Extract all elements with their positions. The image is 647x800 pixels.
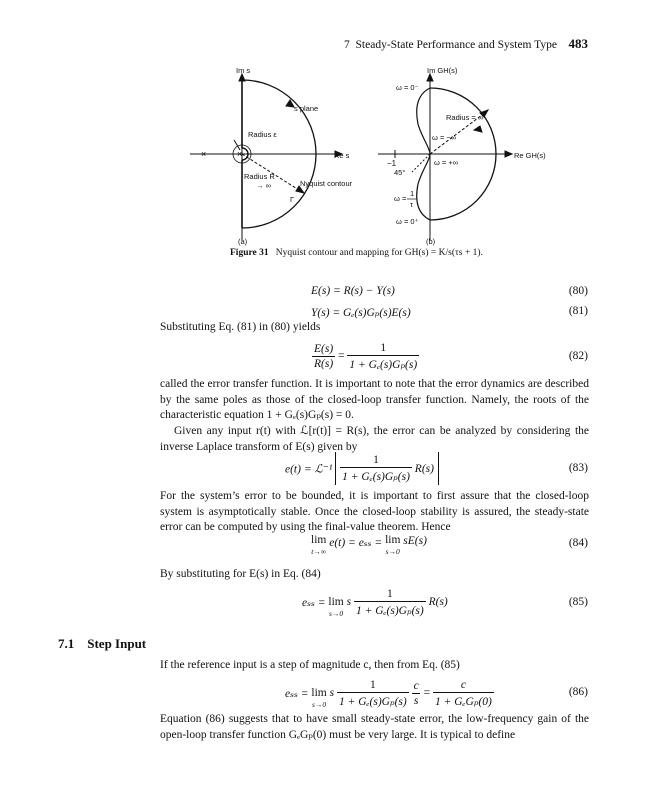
figure-caption-label: Figure 31	[230, 248, 269, 258]
eq84-lim2-sub: s→0	[385, 547, 400, 556]
equation-80: E(s) = R(s) − Y(s)	[311, 285, 395, 297]
chapter-number: 7	[344, 39, 350, 51]
eq86-f2-den: s	[413, 694, 419, 707]
equation-81: Y(s) = Gₑ(s)Gₚ(s)E(s)	[311, 307, 411, 319]
eq86-f1-num: 1	[369, 678, 376, 691]
origin-pole-marker: ×	[237, 149, 243, 159]
panel-a-to-inf-label: → ∞	[256, 181, 271, 190]
panel-a-s-plane-label: s plane	[294, 104, 319, 113]
eq85-fraction	[354, 588, 426, 617]
eq85-lim-sub: s→0	[328, 609, 344, 618]
panel-b-angle: 45°	[394, 168, 406, 177]
eq86-fraction-1	[337, 679, 409, 708]
section-number: 7.1	[58, 636, 75, 651]
mapping-polar-upper	[417, 88, 430, 154]
panel-b-omega-plus-inf: ω = +∞	[434, 158, 459, 167]
eq86-f2-num: c	[413, 679, 419, 692]
eq82-lhs-num: E(s)	[314, 343, 334, 355]
mapping-polar-lower	[417, 154, 430, 220]
eq86-lim-word: lim	[311, 687, 327, 699]
panel-b-im-label: Im GH(s)	[427, 66, 458, 75]
paragraph-given-input: Given any input r(t) with ℒ[r(t)] = R(s), the error can be analyzed by considering the inverse Laplace transform of E(s) given by	[160, 425, 589, 453]
paragraph-step-input: If the reference input is a step of magnitude c, then from Eq. (85)	[160, 659, 460, 671]
text-by-substituting: By substituting for E(s) in Eq. (84)	[160, 568, 321, 580]
eq82-lhs-den: R(s)	[314, 358, 334, 370]
panel-b-radius-inf: Radius = ∞	[446, 113, 484, 122]
panel-b-im-arrow	[427, 74, 433, 81]
paragraph-bounded-error: For the system’s error to be bounded, it is important to first assure that the closed-loop system is asymptotically stable. Once the closed-loop stability is assured, the steady-state error can be computed by using the final-value theorem. Hence	[160, 490, 589, 533]
equation-81-number: (81)	[568, 305, 588, 317]
eq83-lhs: e(t) = ℒ⁻¹	[285, 463, 333, 476]
eq86-f3-den: 1 + GₑGₚ(0)	[433, 692, 494, 708]
eq83-bracket	[335, 452, 439, 485]
eq86-fraction-2	[412, 680, 421, 707]
eq85-lim-word: lim	[328, 596, 344, 608]
eq82-rhs-den: 1 + Gₑ(s)Gₚ(s)	[347, 355, 419, 371]
panel-a	[190, 74, 342, 240]
eq84-lim1-sub: t→∞	[311, 547, 327, 556]
chapter-title: Steady-State Performance and System Type	[355, 39, 557, 51]
equation-80-number: (80)	[568, 285, 588, 297]
equation-86	[285, 676, 494, 710]
eq85-lim	[328, 585, 343, 619]
panel-a-radius-R-label: Radius R	[244, 172, 275, 181]
equation-84	[311, 535, 427, 557]
eq84-mid: e(t) = eₛₛ =	[329, 537, 383, 549]
eq83-fraction	[340, 454, 412, 483]
eq82-rhs-num: 1	[380, 342, 387, 354]
equation-85-number: (85)	[568, 596, 588, 608]
eq83-tail: R(s)	[414, 462, 434, 475]
eq84-lim-2	[385, 535, 400, 557]
panel-b-omega-0plus: ω = 0⁺	[396, 217, 419, 226]
equation-83-number: (83)	[568, 462, 588, 474]
page-number: 483	[568, 36, 588, 51]
equation-83	[285, 452, 439, 485]
figure-caption-text: Nyquist contour and mapping for GH(s) = K/s(τs + 1).	[275, 248, 483, 258]
paragraph-low-frequency-gain: Equation (86) suggests that to have small steady-state error, the low-frequency gain of the open-loop transfer function GₑGₚ(0) must be very large. It is typical to define	[160, 713, 589, 741]
panel-a-re-label: Re s	[334, 151, 350, 160]
panel-b-omega-1-tau-den: τ	[410, 200, 413, 209]
eq86-s: s	[329, 687, 335, 699]
eq85-den: 1 + Gₑ(s)Gₚ(s)	[354, 601, 426, 617]
panel-a-contour-label: Nyquist contour	[300, 179, 353, 188]
panel-b-minus-one: −1	[387, 159, 397, 168]
panel-a-caption-label: (a)	[238, 237, 248, 246]
panel-b-caption-label: (b)	[426, 237, 436, 246]
equation-82-number: (82)	[568, 350, 588, 362]
running-header	[0, 36, 588, 53]
eq85-tail: R(s)	[428, 596, 448, 608]
eq82-lhs-fraction	[312, 343, 335, 370]
panel-b-omega-0minus: ω = 0⁻	[396, 83, 419, 92]
pole-marker: ×	[201, 149, 207, 159]
panel-b-omega-1-tau-lhs: ω =	[394, 194, 407, 203]
eq84-tail: sE(s)	[403, 535, 427, 547]
eq85-s: s	[346, 596, 352, 608]
section-heading	[58, 636, 146, 652]
panel-b	[378, 74, 512, 240]
eq83-den: 1 + Gₑ(s)Gₚ(s)	[340, 467, 412, 483]
equation-86-number: (86)	[568, 686, 588, 698]
section-title: Step Input	[87, 636, 147, 651]
eq86-lim-sub: s→0	[311, 700, 327, 709]
panel-b-omega-minus-inf: ω = −∞	[432, 133, 457, 142]
eq86-fraction-3	[433, 679, 494, 708]
paragraph-error-transfer-function: called the error transfer function. It is important to note that the error dynamics are described by the same poles as those of the closed-loop transfer function. Namely, the roots of the characteristic equation 1 + Gₑ(s)Gₚ(s) = 0.	[160, 378, 589, 421]
panel-b-omega-1-tau-num: 1	[410, 189, 415, 198]
eq83-num: 1	[373, 454, 379, 466]
eq84-lim2-word: lim	[385, 534, 401, 546]
text-substituting: Substituting Eq. (81) in (80) yields	[160, 321, 321, 333]
equation-85	[302, 585, 448, 619]
eq84-lim-1	[311, 535, 326, 557]
eq86-f1-den: 1 + Gₑ(s)Gₚ(s)	[337, 692, 409, 708]
mapping-direction-arrow	[474, 126, 482, 132]
equation-82	[312, 342, 419, 371]
eq86-lim	[311, 676, 326, 710]
panel-b-re-label: Re GH(s)	[514, 151, 546, 160]
panel-b-re-arrow	[505, 151, 512, 157]
eq82-equals: =	[338, 350, 345, 363]
eq84-lim1-word: lim	[311, 534, 327, 546]
figure-31	[190, 62, 550, 252]
figure-caption	[230, 248, 483, 258]
panel-a-radius-eps-label: Radius ε	[248, 130, 277, 139]
eq86-f3-num: c	[460, 678, 466, 691]
panel-a-im-label: Im s	[236, 66, 251, 75]
eq86-lhs: eₛₛ =	[285, 688, 309, 700]
equation-84-number: (84)	[568, 537, 588, 549]
panel-a-gamma-label: Γ	[290, 195, 295, 204]
eq86-equals: =	[423, 687, 431, 699]
eq85-num: 1	[386, 587, 393, 600]
eq85-lhs: eₛₛ =	[302, 597, 326, 609]
eq82-rhs-fraction	[347, 342, 419, 371]
